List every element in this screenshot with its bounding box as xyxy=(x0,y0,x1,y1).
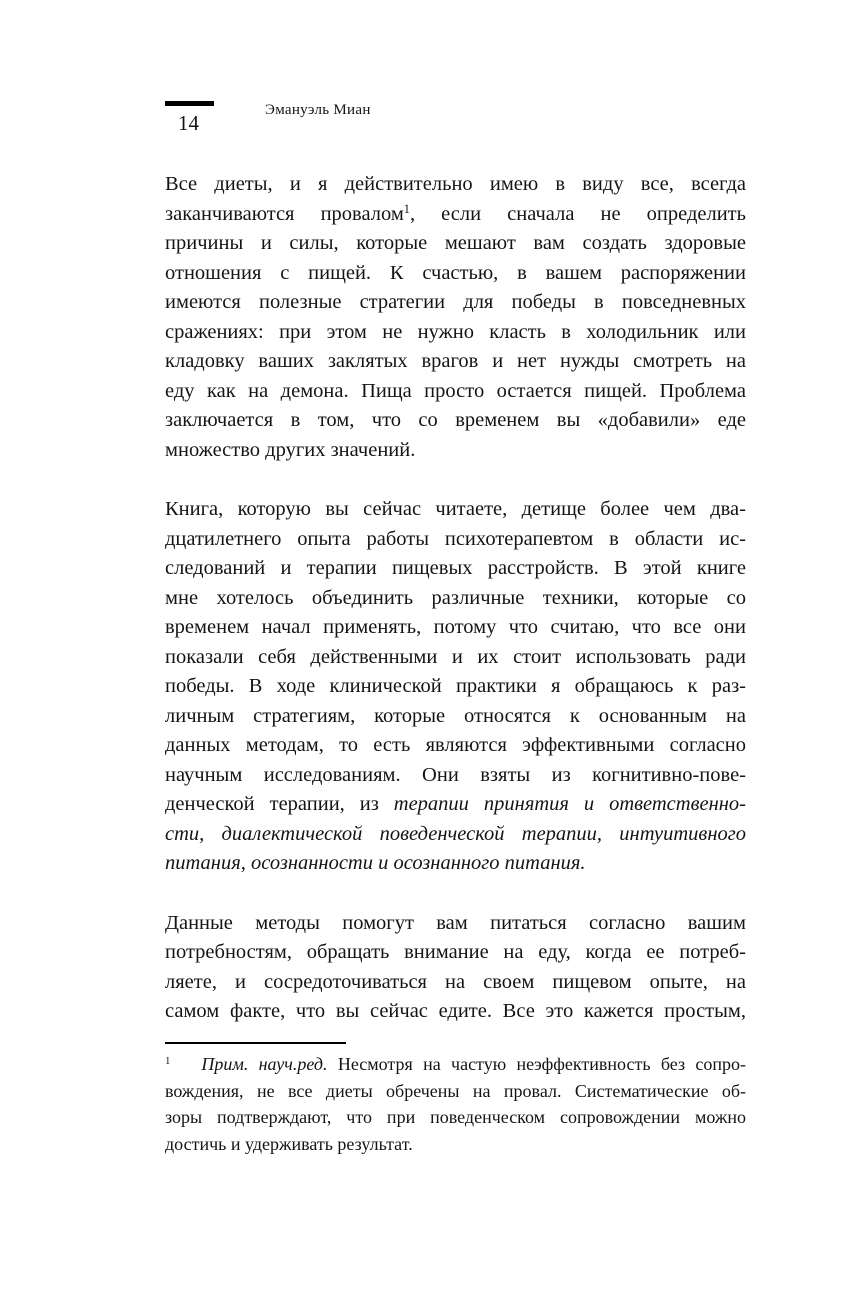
running-head: Эмануэль Миан xyxy=(265,102,371,118)
page-header xyxy=(165,101,746,157)
body-text xyxy=(165,170,746,1027)
text-line: кладовку ваших заклятых врагов и нет нужды смотреть на xyxy=(165,350,746,372)
text-line: еду как на демона. Пища просто остается пищей. Проблема xyxy=(165,379,746,402)
text-line: показали себя действенными и их стоит использовать ради xyxy=(165,645,746,668)
text-line: имеются полезные стратегии для победы в повседневных xyxy=(165,291,746,313)
text-line: зоры подтверждают, что при поведенческом сопровождении можно xyxy=(165,1107,746,1127)
text-line: данных методам, то есть являются эффективными согласно xyxy=(165,734,746,756)
text-line: Данные методы помогут вам питаться согласно вашим xyxy=(165,911,746,934)
paragraph xyxy=(165,170,746,465)
page-number: 14 xyxy=(178,111,199,135)
text-line: достичь и удерживать результат. xyxy=(165,1133,413,1154)
text-line: вождения, не все диеты обречены на провал. Систематические об- xyxy=(165,1080,746,1101)
paragraph xyxy=(165,495,746,879)
footnote-reference: 1 xyxy=(165,1055,171,1068)
text-line: денческой терапии, из терапии принятия и ответственно- xyxy=(165,793,746,815)
text-line: Книга, которую вы сейчас читаете, детище более чем два- xyxy=(165,498,746,520)
text-line: следований и терапии пищевых расстройств. В этой книге xyxy=(165,557,746,579)
text-line: Все диеты, и я действительно имею в виду все, всегда xyxy=(165,173,746,195)
text-line: причины и силы, которые мешают вам создать здоровые xyxy=(165,232,746,254)
text-line: мне хотелось объединить различные техники, которые со xyxy=(165,586,746,609)
text-line: потребностям, обращать внимание на еду, когда ее потреб- xyxy=(165,941,746,963)
text-line: отношения с пищей. К счастью, в вашем распоряжении xyxy=(165,261,746,284)
header-rule xyxy=(165,101,214,106)
text-line: дцатилетнего опыта работы психотерапевтом в области ис- xyxy=(165,527,746,550)
text-line: питания, осознанности и осознанного питания. xyxy=(165,852,586,874)
text-line: научным исследованиям. Они взяты из когнитивно-пове- xyxy=(165,763,746,786)
footnote-text xyxy=(165,1051,746,1157)
text-line: $^1$ Прим. науч.ред. Несмотря на частую неэффективность без сопро- xyxy=(165,1054,747,1074)
footnote xyxy=(165,1042,746,1157)
footnote-reference: 1 xyxy=(403,201,410,216)
text-line: заключается в том, что со временем вы «добавили» еде xyxy=(165,409,746,431)
text-line: множество других значений. xyxy=(165,438,416,461)
text-line: ляете, и сосредоточиваться на своем пищевом опыте, на xyxy=(165,970,746,993)
text-line: самом факте, что вы сейчас едите. Все это кажется простым, xyxy=(165,1000,746,1022)
text-line: личным стратегиям, которые относятся к основанным на xyxy=(165,704,746,727)
paragraph xyxy=(165,909,746,1027)
text-line: сти, диалектической поведенческой терапии, интуитивного xyxy=(165,822,746,845)
text-line: победы. В ходе клинической практики я обращаюсь к раз- xyxy=(165,675,746,697)
footnote-rule xyxy=(165,1042,346,1044)
text-line: сражениях: при этом не нужно класть в холодильник или xyxy=(165,320,746,343)
text-line: заканчиваются провалом$^1$, если сначала не определить xyxy=(165,201,746,225)
text-line: временем начал применять, потому что считаю, что все они xyxy=(165,616,746,638)
